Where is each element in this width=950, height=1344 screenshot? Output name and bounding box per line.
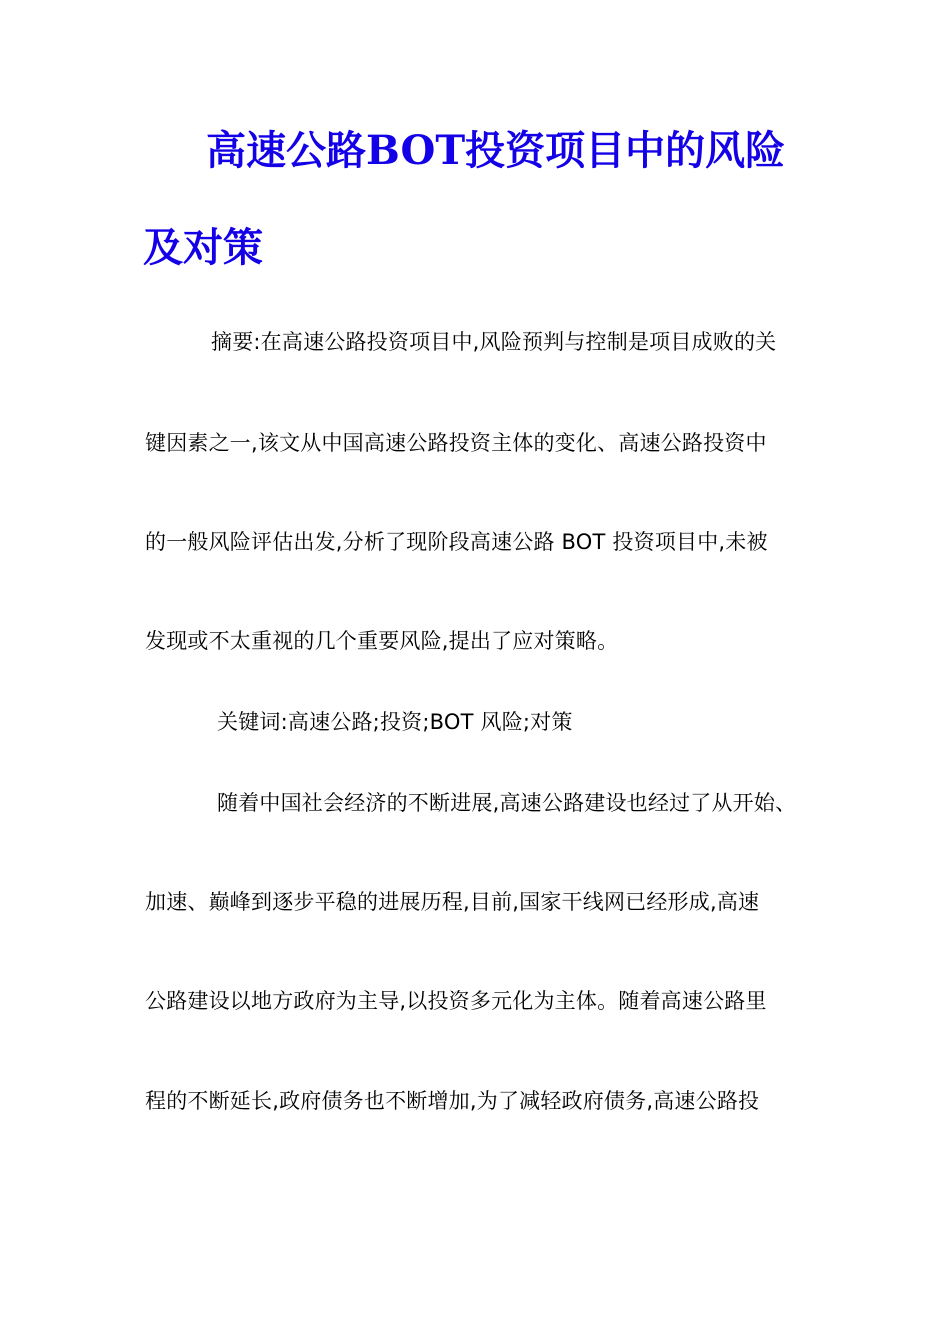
abstract-line: 键因素之一,该文从中国高速公路投资主体的变化、高速公路投资中 [145, 431, 767, 455]
keywords-line: 关键词:高速公路;投资;BOT 风险;对策 [217, 710, 573, 734]
abstract-line: 摘要:在高速公路投资项目中,风险预判与控制是项目成败的关 [211, 330, 777, 354]
body-paragraph-line: 加速、巅峰到逐步平稳的进展历程,目前,国家干线网已经形成,高速 [145, 890, 760, 914]
document-title-line-2: 及对策 [143, 224, 263, 271]
abstract-line: 的一般风险评估出发,分析了现阶段高速公路 BOT 投资项目中,未被 [145, 530, 768, 554]
body-paragraph-line: 随着中国社会经济的不断进展,高速公路建设也经过了从开始、 [217, 791, 797, 815]
document-title-line-1: 高速公路BOT投资项目中的风险 [206, 127, 786, 174]
body-paragraph-line: 公路建设以地方政府为主导,以投资多元化为主体。随着高速公路里 [145, 989, 767, 1013]
abstract-line: 发现或不太重视的几个重要风险,提出了应对策略。 [145, 629, 619, 653]
body-paragraph-line: 程的不断延长,政府债务也不断增加,为了减轻政府债务,高速公路投 [145, 1089, 760, 1113]
